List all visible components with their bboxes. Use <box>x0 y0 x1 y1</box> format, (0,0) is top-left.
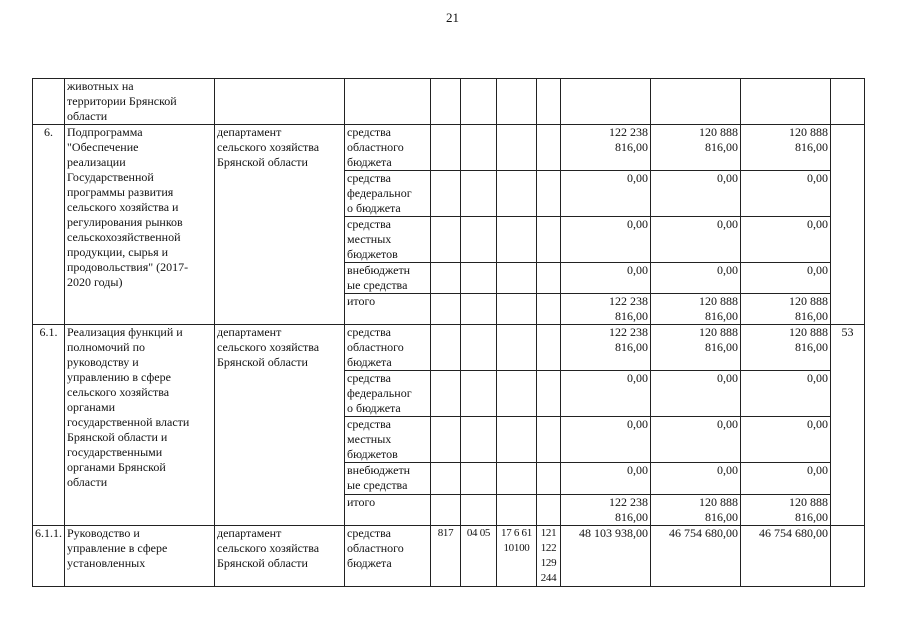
source-label: итого <box>345 294 431 325</box>
page-number: 21 <box>446 10 459 25</box>
csr-code: 17 6 61 10100 <box>497 526 537 587</box>
source-label: средства областного бюджета <box>345 526 431 587</box>
value-2020: 0,00 <box>741 371 831 417</box>
row-name: Реализация функций и полномочий по руководству и управлению в сфере сельского хозяйства органами государственной власти Брянской области и государственными органами Брянской области <box>65 325 215 526</box>
rzpr-code: 04 05 <box>461 526 497 587</box>
value-2018: 122 238 816,00 <box>561 495 651 526</box>
table-row <box>33 79 865 125</box>
value-2019: 120 888 816,00 <box>651 125 741 171</box>
row-name: Подпрограмма "Обеспечение реализации Государственной программы развития сельского хозяйства и регулирования рынков сельскохозяйственной продукции, сырья и продовольствия" (2017- 2020 годы) <box>65 125 215 325</box>
value-2019: 0,00 <box>651 463 741 495</box>
source-label: средства федеральног о бюджета <box>345 171 431 217</box>
value-2020: 120 888 816,00 <box>741 294 831 325</box>
grbs-code: 817 <box>431 526 461 587</box>
source-label: средства областного бюджета <box>345 125 431 171</box>
value-2020: 0,00 <box>741 463 831 495</box>
value-2019: 120 888 816,00 <box>651 325 741 371</box>
table-row <box>33 125 865 171</box>
table-row <box>33 526 865 587</box>
value-2019: 0,00 <box>651 217 741 263</box>
row-executor: департамент сельского хозяйства Брянской области <box>215 526 345 587</box>
value-2020: 0,00 <box>741 217 831 263</box>
value-2020: 120 888 816,00 <box>741 325 831 371</box>
row-number: 6.1. <box>33 325 65 526</box>
value-2020: 120 888 816,00 <box>741 125 831 171</box>
source-label: средства местных бюджетов <box>345 217 431 263</box>
value-2018: 0,00 <box>561 263 651 294</box>
source-label: средства местных бюджетов <box>345 417 431 463</box>
value-2018: 0,00 <box>561 463 651 495</box>
value-2020: 46 754 680,00 <box>741 526 831 587</box>
value-2018: 0,00 <box>561 371 651 417</box>
value-2018: 122 238 816,00 <box>561 325 651 371</box>
row-executor: департамент сельского хозяйства Брянской области <box>215 125 345 325</box>
source-label: внебюджетн ые средства <box>345 263 431 294</box>
value-2019: 0,00 <box>651 171 741 217</box>
source-label: средства федеральног о бюджета <box>345 371 431 417</box>
value-2019: 0,00 <box>651 371 741 417</box>
vr-code: 121 122 129 244 <box>537 526 561 587</box>
indicator-number: 53 <box>831 325 865 526</box>
value-2018: 0,00 <box>561 171 651 217</box>
value-2019: 46 754 680,00 <box>651 526 741 587</box>
row-number: 6.1.1. <box>33 526 65 587</box>
value-2018: 48 103 938,00 <box>561 526 651 587</box>
value-2019: 120 888 816,00 <box>651 495 741 526</box>
row-name: Руководство и управление в сфере установленных <box>65 526 215 587</box>
table-row <box>33 325 865 371</box>
value-2020: 120 888 816,00 <box>741 495 831 526</box>
value-2020: 0,00 <box>741 171 831 217</box>
row-name: животных на территории Брянской области <box>65 79 215 125</box>
row-executor: департамент сельского хозяйства Брянской области <box>215 325 345 526</box>
value-2020: 0,00 <box>741 417 831 463</box>
value-2018: 122 238 816,00 <box>561 294 651 325</box>
row-number: 6. <box>33 125 65 325</box>
value-2020: 0,00 <box>741 263 831 294</box>
value-2019: 0,00 <box>651 417 741 463</box>
value-2018: 0,00 <box>561 217 651 263</box>
value-2019: 0,00 <box>651 263 741 294</box>
value-2019: 120 888 816,00 <box>651 294 741 325</box>
source-label: внебюджетн ые средства <box>345 463 431 495</box>
source-label: итого <box>345 495 431 526</box>
value-2018: 122 238 816,00 <box>561 125 651 171</box>
source-label: средства областного бюджета <box>345 325 431 371</box>
value-2018: 0,00 <box>561 417 651 463</box>
budget-table <box>32 78 865 587</box>
